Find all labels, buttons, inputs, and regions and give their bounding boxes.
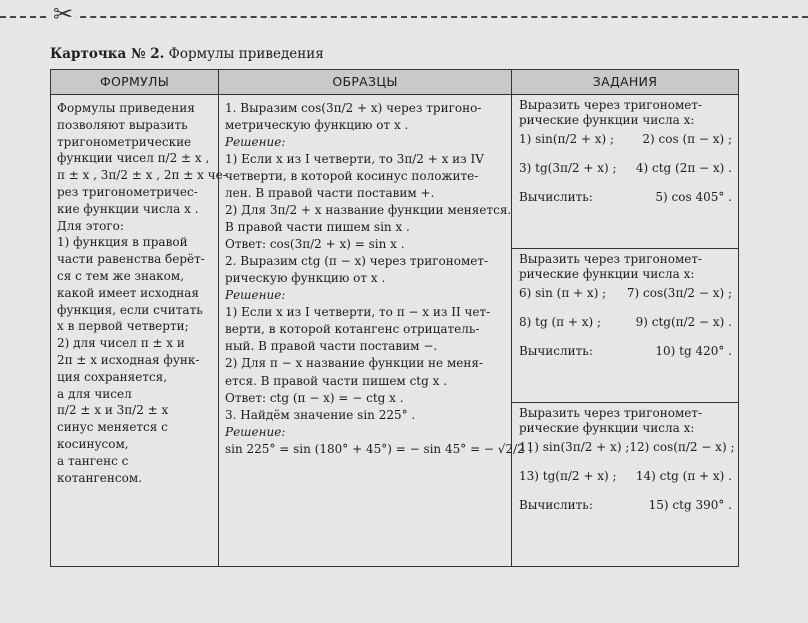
scissors-icon: ✂ bbox=[50, 2, 76, 26]
formula-line: тригонометрические bbox=[57, 134, 192, 149]
task-item: 11) sin(3π/2 + x) ; bbox=[519, 439, 630, 454]
formula-line: а тангенс с bbox=[57, 453, 129, 468]
task-item: 6) sin (π + x) ; bbox=[519, 285, 607, 300]
sample-line: 1. Выразим cos(3π/2 + x) через тригоно- bbox=[225, 101, 482, 115]
task-instruction: рические функции числа x: bbox=[519, 421, 695, 436]
sample-line: ный. В правой части поставим −. bbox=[225, 339, 438, 354]
sample-line: sin 225° = sin (180° + 45°) = − sin 45° = − √2/2 . bbox=[225, 441, 533, 456]
sample-line: метрическую функцию от x . bbox=[225, 118, 409, 133]
sample-solution-label: Решение: bbox=[225, 288, 286, 303]
formula-line: а для чисел bbox=[57, 386, 132, 401]
sample-line: 2. Выразим ctg (π − x) через тригономет- bbox=[225, 254, 489, 269]
sample-line: 3. Найдём значение sin 225° . bbox=[225, 407, 416, 422]
sample-line: верти, в которой котангенс отрицатель- bbox=[225, 322, 480, 337]
formula-line: 2) для чисел π ± x и bbox=[57, 336, 185, 351]
task-item: 12) cos(π/2 − x) ; bbox=[629, 439, 735, 454]
content-row bbox=[51, 95, 739, 567]
sample-line: 1) Если x из I четверти, то π − x из II чет- bbox=[225, 305, 491, 320]
card-title-number: Карточка № 2. bbox=[50, 46, 165, 62]
sample-line: лен. В правой части поставим +. bbox=[225, 186, 435, 201]
formula-line: какой имеет исходная bbox=[57, 285, 200, 300]
task-item: 1) sin(π/2 + x) ; bbox=[519, 131, 615, 146]
card-title bbox=[50, 46, 324, 62]
task-item: 14) ctg (π + x) . bbox=[635, 469, 732, 484]
formula-line: π/2 ± x и 3π/2 ± x bbox=[57, 403, 169, 418]
formula-line: π ± x , 3π/2 ± x , 2π ± x че- bbox=[57, 168, 227, 183]
sample-solution-label: Решение: bbox=[225, 424, 286, 439]
formulas-card-table bbox=[50, 69, 739, 567]
formula-line: x в первой четверти; bbox=[57, 319, 189, 334]
task-compute-label: Вычислить: bbox=[519, 498, 593, 513]
task-item: 9) ctg(π/2 − x) . bbox=[635, 315, 732, 330]
sample-line: 2) Для π − x название функции не меня- bbox=[225, 356, 484, 371]
task-compute-item: 15) ctg 390° . bbox=[648, 498, 732, 513]
task-item: 7) cos(3π/2 − x) ; bbox=[626, 285, 732, 300]
header-row bbox=[51, 70, 739, 95]
header-formulas: ФОРМУЛЫ bbox=[51, 70, 219, 95]
task-compute-item: 5) cos 405° . bbox=[655, 190, 732, 205]
formula-line: функции чисел π/2 ± x , bbox=[57, 151, 210, 166]
sample-line: В правой части пишем sin x . bbox=[225, 220, 410, 235]
task-item: 2) cos (π − x) ; bbox=[642, 131, 732, 146]
formulas-column bbox=[51, 95, 227, 567]
sample-answer: Ответ: ctg (π − x) = − ctg x . bbox=[225, 390, 404, 405]
task-block-2 bbox=[512, 249, 738, 403]
task-item: 3) tg(3π/2 + x) ; bbox=[519, 161, 617, 176]
task-instruction: рические функции числа x: bbox=[519, 267, 695, 282]
sample-line: четверти, в которой косинус положите- bbox=[225, 169, 479, 184]
header-samples: ОБРАЗЦЫ bbox=[219, 70, 512, 95]
samples-column bbox=[219, 95, 533, 567]
dashed-cut-line bbox=[0, 16, 808, 18]
formula-line: части равенства берёт- bbox=[57, 252, 205, 267]
formula-line: 2π ± x исходная функ- bbox=[57, 352, 200, 367]
tasks-column bbox=[512, 95, 739, 567]
task-item: 4) ctg (2π − x) . bbox=[635, 161, 732, 176]
card-title-text: Формулы приведения bbox=[164, 46, 324, 62]
formula-line: синус меняется с bbox=[57, 420, 168, 435]
task-instruction: Выразить через тригономет- bbox=[519, 252, 703, 266]
sample-line: ется. В правой части пишем ctg x . bbox=[225, 373, 448, 388]
sample-line: 2) Для 3π/2 + x название функции меняется. bbox=[225, 203, 512, 218]
task-compute-label: Вычислить: bbox=[519, 190, 593, 205]
task-block-3 bbox=[512, 403, 738, 518]
task-compute-label: Вычислить: bbox=[519, 344, 593, 359]
task-instruction: рические функции числа x: bbox=[519, 113, 695, 128]
formula-line: кие функции числа x . bbox=[57, 201, 199, 216]
sample-line: 1) Если x из I четверти, то 3π/2 + x из IV bbox=[225, 152, 484, 167]
formula-line: Формулы приведения bbox=[57, 101, 195, 115]
task-instruction: Выразить через тригономет- bbox=[519, 98, 703, 112]
formula-line: косинусом, bbox=[57, 436, 129, 451]
task-compute-item: 10) tg 420° . bbox=[655, 344, 732, 359]
task-item: 8) tg (π + x) ; bbox=[519, 315, 602, 330]
header-tasks: ЗАДАНИЯ bbox=[512, 70, 739, 95]
formula-line: Для этого: bbox=[57, 218, 124, 233]
sample-answer: Ответ: cos(3π/2 + x) = sin x . bbox=[225, 237, 405, 252]
task-item: 13) tg(π/2 + x) ; bbox=[519, 469, 617, 484]
formula-line: функция, если считать bbox=[57, 302, 203, 317]
formula-line: ция сохраняется, bbox=[57, 369, 168, 384]
cut-line bbox=[0, 0, 808, 28]
task-block-1 bbox=[512, 95, 738, 249]
formula-line: котангенсом. bbox=[57, 470, 142, 485]
formula-line: рез тригонометричес- bbox=[57, 184, 198, 199]
sample-solution-label: Решение: bbox=[225, 135, 286, 150]
formula-line: ся с тем же знаком, bbox=[57, 268, 185, 283]
task-instruction: Выразить через тригономет- bbox=[519, 406, 703, 420]
sample-line: рическую функцию от x . bbox=[225, 271, 386, 286]
formula-line: 1) функция в правой bbox=[57, 235, 188, 250]
formula-line: позволяют выразить bbox=[57, 117, 188, 132]
